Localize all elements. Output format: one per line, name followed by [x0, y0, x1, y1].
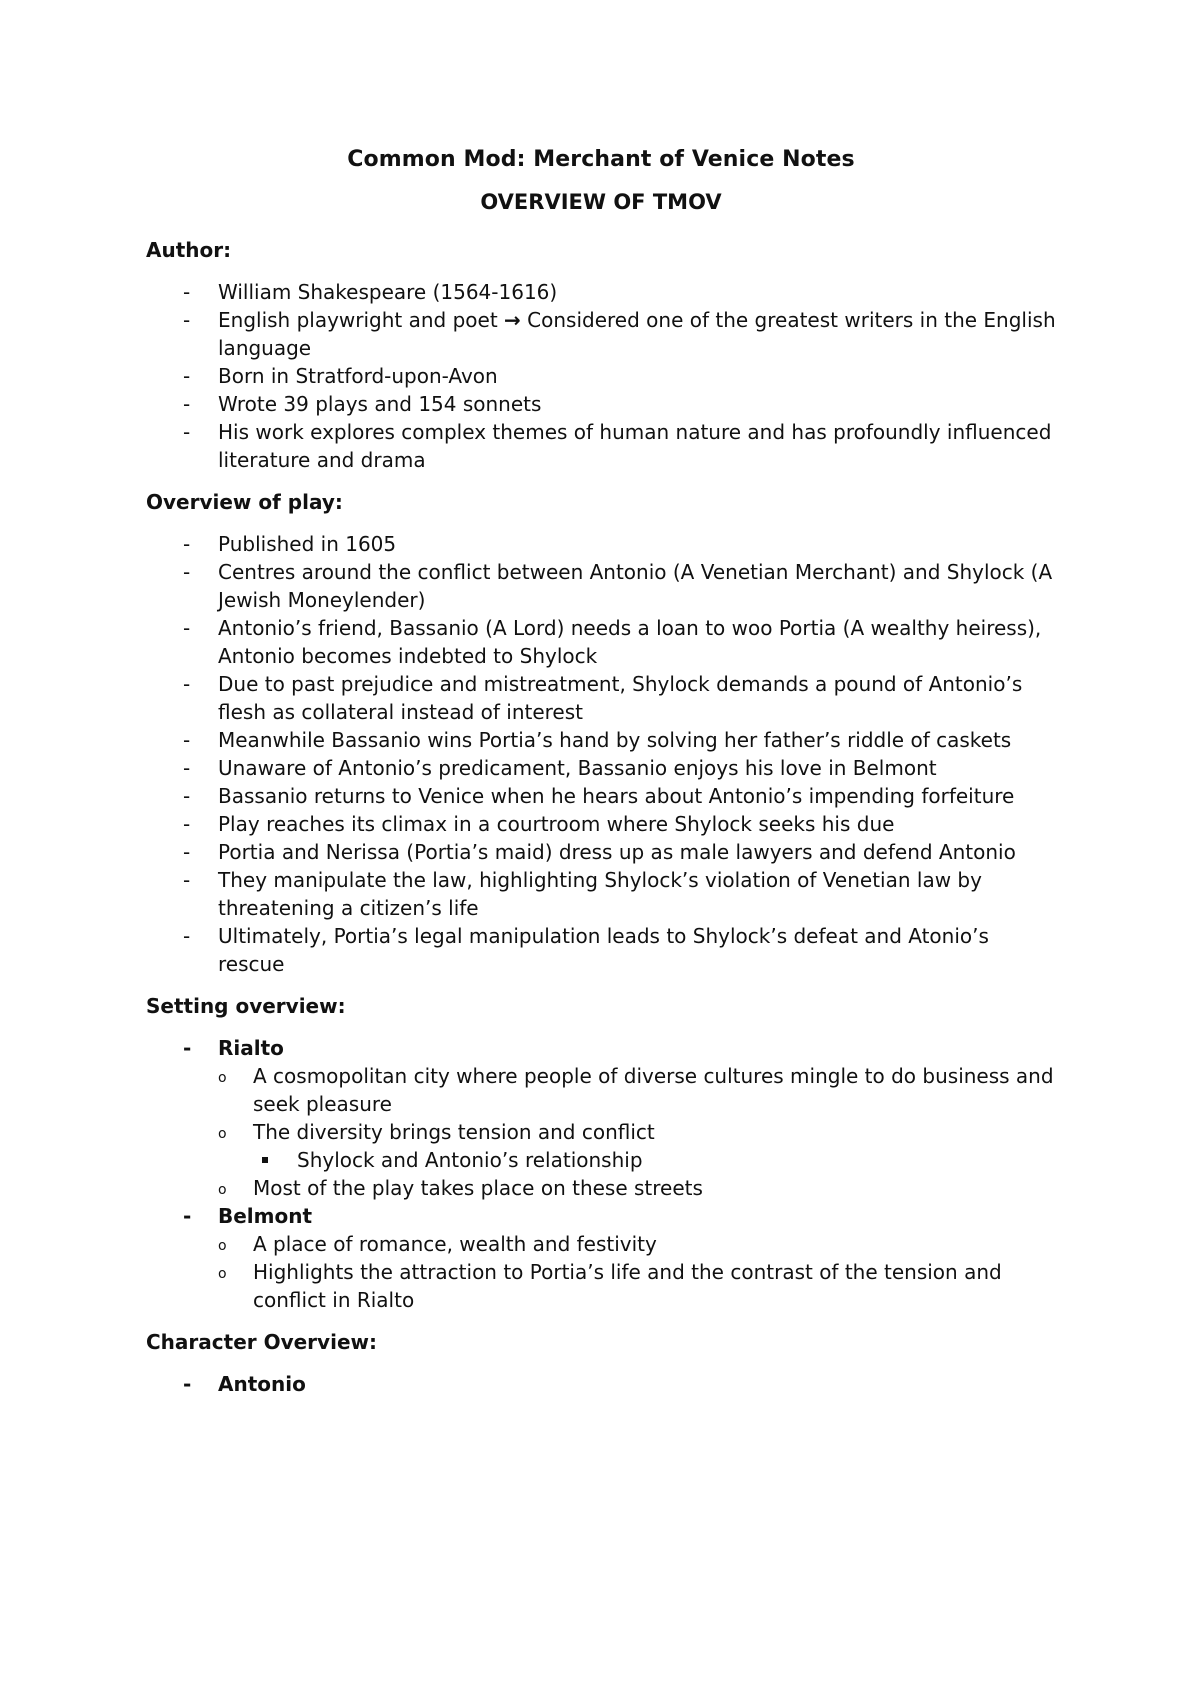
circle-bullet-icon: o [218, 1182, 227, 1198]
overview-heading: Overview of play: [146, 490, 343, 514]
list-item: - They manipulate the law, highlighting Shylock’s violation of Venetian law by threatening a citizen’s life [183, 868, 982, 920]
setting-belmont [146, 1202, 1056, 1314]
list-item: - Unaware of Antonio’s predicament, Bassanio enjoys his love in Belmont [183, 756, 937, 780]
circle-bullet-icon: o [218, 1238, 227, 1254]
sub-list-item: o The diversity brings tension and conflict Shylock and Antonio’s relationship [218, 1118, 1056, 1174]
dash-marker: - [183, 532, 191, 556]
sub-list-item: o A cosmopolitan city where people of diverse cultures mingle to do business and seek pleasure [218, 1064, 1054, 1116]
author-list [146, 278, 1056, 474]
dash-marker: - [183, 392, 191, 416]
sub-sub-list-item: Shylock and Antonio’s relationship [253, 1146, 1056, 1174]
dash-marker: - [183, 1372, 192, 1396]
list-item: - William Shakespeare (1564-1616) [183, 280, 558, 304]
dash-marker: - [183, 308, 191, 332]
dash-marker: - [183, 840, 191, 864]
character-heading: Character Overview: [146, 1330, 377, 1354]
setting-label: Rialto [218, 1036, 284, 1060]
dash-marker: - [183, 1204, 192, 1228]
dash-marker: - [183, 728, 191, 752]
rialto-sublist [218, 1062, 1056, 1202]
setting-list [146, 1034, 1056, 1314]
dash-marker: - [183, 672, 191, 696]
character-antonio: - Antonio [183, 1372, 306, 1396]
list-item: - Bassanio returns to Venice when he hears about Antonio’s impending forfeiture [183, 784, 1015, 808]
document-subtitle: OVERVIEW OF TMOV [480, 190, 722, 214]
arrow-icon: → [504, 308, 521, 332]
dash-marker: - [183, 420, 191, 444]
dash-marker: - [183, 924, 191, 948]
document-page [146, 138, 1056, 1412]
setting-label: Belmont [218, 1204, 313, 1228]
circle-bullet-icon: o [218, 1126, 227, 1142]
belmont-sublist [218, 1230, 1056, 1314]
sub-list-item: o Highlights the attraction to Portia’s life and the contrast of the tension and conflict in Rialto [218, 1260, 1002, 1312]
setting-rialto [146, 1034, 1056, 1202]
list-item: - Play reaches its climax in a courtroom where Shylock seeks his due [183, 812, 895, 836]
list-item: - His work explores complex themes of human nature and has profoundly influenced literature and drama [183, 420, 1052, 472]
author-heading: Author: [146, 238, 232, 262]
circle-bullet-icon: o [218, 1070, 227, 1086]
dash-marker: - [183, 1036, 192, 1060]
document-title: Common Mod: Merchant of Venice Notes [347, 147, 855, 172]
overview-list [146, 530, 1056, 978]
circle-bullet-icon: o [218, 1266, 227, 1282]
list-item: - Published in 1605 [183, 532, 397, 556]
list-item: - Antonio’s friend, Bassanio (A Lord) needs a loan to woo Portia (A wealthy heiress), Antonio becomes indebted to Shylock [183, 616, 1042, 668]
rialto-subsublist [253, 1146, 1056, 1174]
list-item: - Due to past prejudice and mistreatment, Shylock demands a pound of Antonio’s flesh as collateral instead of interest [183, 672, 1023, 724]
list-item: - Portia and Nerissa (Portia’s maid) dress up as male lawyers and defend Antonio [183, 840, 1016, 864]
list-item: - Wrote 39 plays and 154 sonnets [183, 392, 542, 416]
sub-list-item: o A place of romance, wealth and festivity [218, 1230, 1056, 1258]
list-item: - Ultimately, Portia’s legal manipulation leads to Shylock’s defeat and Atonio’s rescue [183, 924, 989, 976]
dash-marker: - [183, 756, 191, 780]
dash-marker: - [183, 560, 191, 584]
list-item: - Born in Stratford-upon-Avon [183, 364, 498, 388]
dash-marker: - [183, 616, 191, 640]
sub-list-item: o Most of the play takes place on these streets [218, 1174, 1056, 1202]
setting-heading: Setting overview: [146, 994, 346, 1018]
dash-marker: - [183, 868, 191, 892]
list-item: - Meanwhile Bassanio wins Portia’s hand by solving her father’s riddle of caskets [183, 728, 1012, 752]
dash-marker: - [183, 784, 191, 808]
character-list [146, 1370, 1056, 1398]
list-item: - English playwright and poet → Considered one of the greatest writers in the English language [183, 308, 1056, 360]
square-bullet-icon [262, 1157, 268, 1163]
dash-marker: - [183, 364, 191, 388]
list-item: - Centres around the conflict between Antonio (A Venetian Merchant) and Shylock (A Jewish Moneylender) [183, 560, 1053, 612]
dash-marker: - [183, 812, 191, 836]
dash-marker: - [183, 280, 191, 304]
